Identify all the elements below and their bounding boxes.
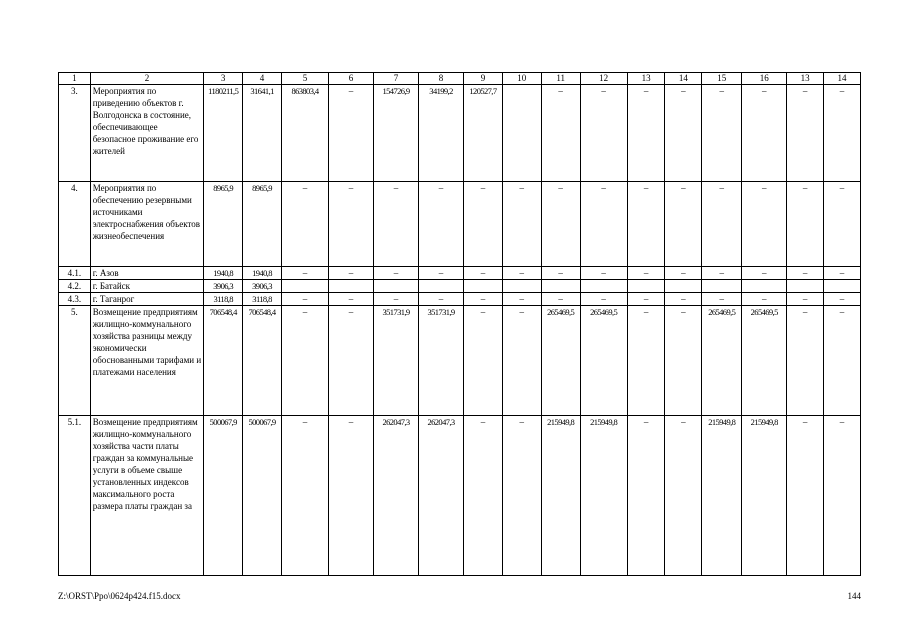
value-cell: 351731,9	[419, 306, 464, 416]
value-cell: 863803,4	[281, 85, 328, 182]
value-cell: –	[329, 267, 374, 280]
value-cell: –	[541, 182, 580, 267]
value-cell: 265469,5	[702, 306, 742, 416]
footer-page-number: 144	[847, 591, 861, 601]
row-name: г. Батайск	[90, 280, 204, 293]
header-cell: 11	[541, 73, 580, 85]
value-cell: –	[787, 416, 824, 576]
value-cell: 500067,9	[204, 416, 243, 576]
value-cell: –	[464, 267, 503, 280]
header-cell: 9	[464, 73, 503, 85]
value-cell: –	[627, 416, 665, 576]
value-cell: –	[787, 182, 824, 267]
value-cell	[329, 280, 374, 293]
value-cell	[541, 280, 580, 293]
header-cell: 14	[824, 73, 861, 85]
value-cell: –	[580, 293, 627, 306]
value-cell: 262047,3	[419, 416, 464, 576]
value-cell: –	[742, 85, 787, 182]
header-cell: 16	[742, 73, 787, 85]
value-cell	[665, 280, 702, 293]
value-cell: –	[419, 267, 464, 280]
value-cell: –	[742, 293, 787, 306]
header-row	[59, 73, 861, 85]
value-cell: –	[502, 267, 541, 280]
header-cell: 12	[580, 73, 627, 85]
value-cell	[580, 280, 627, 293]
value-cell: –	[702, 293, 742, 306]
value-cell: 265469,5	[541, 306, 580, 416]
value-cell	[824, 280, 861, 293]
row-number: 5.1.	[59, 416, 91, 576]
value-cell: –	[627, 306, 665, 416]
value-cell: –	[824, 85, 861, 182]
footer-file-path: Z:\ORST\Ppo\0624p424.f15.docx	[58, 591, 181, 601]
value-cell: 1940,8	[243, 267, 282, 280]
header-cell: 5	[281, 73, 328, 85]
value-cell: –	[665, 293, 702, 306]
header-cell: 13	[627, 73, 665, 85]
header-cell: 13	[787, 73, 824, 85]
value-cell: –	[374, 267, 419, 280]
value-cell: –	[281, 416, 328, 576]
value-cell: 34199,2	[419, 85, 464, 182]
value-cell: 120527,7	[464, 85, 503, 182]
value-cell	[502, 85, 541, 182]
header-cell: 10	[502, 73, 541, 85]
table-body	[59, 73, 861, 576]
value-cell: 215949,8	[702, 416, 742, 576]
value-cell: –	[580, 267, 627, 280]
header-cell: 15	[702, 73, 742, 85]
value-cell: –	[787, 306, 824, 416]
value-cell: –	[702, 182, 742, 267]
header-cell: 1	[59, 73, 91, 85]
value-cell: –	[464, 182, 503, 267]
header-cell: 3	[204, 73, 243, 85]
value-cell: 265469,5	[742, 306, 787, 416]
value-cell: –	[502, 416, 541, 576]
value-cell	[464, 280, 503, 293]
value-cell: –	[541, 293, 580, 306]
value-cell: –	[824, 293, 861, 306]
header-cell: 14	[665, 73, 702, 85]
value-cell: 215949,8	[541, 416, 580, 576]
value-cell: –	[627, 267, 665, 280]
header-cell: 2	[90, 73, 204, 85]
header-cell: 4	[243, 73, 282, 85]
value-cell	[787, 280, 824, 293]
value-cell	[502, 280, 541, 293]
value-cell: –	[627, 182, 665, 267]
table-row	[59, 293, 861, 306]
value-cell: –	[824, 267, 861, 280]
row-number: 4.	[59, 182, 91, 267]
value-cell: –	[580, 182, 627, 267]
value-cell	[742, 280, 787, 293]
value-cell: –	[702, 267, 742, 280]
value-cell: –	[541, 267, 580, 280]
table-row	[59, 280, 861, 293]
value-cell: 262047,3	[374, 416, 419, 576]
row-number: 3.	[59, 85, 91, 182]
table-row	[59, 416, 861, 576]
value-cell: –	[665, 182, 702, 267]
value-cell: –	[665, 416, 702, 576]
value-cell: –	[824, 416, 861, 576]
value-cell: –	[787, 267, 824, 280]
value-cell: –	[665, 306, 702, 416]
row-number: 5.	[59, 306, 91, 416]
row-name: Мероприятия по обеспечению резервными источниками электроснабжения объектов жизнеобеспечения	[90, 182, 204, 267]
value-cell: –	[374, 182, 419, 267]
value-cell: –	[541, 85, 580, 182]
value-cell: –	[742, 267, 787, 280]
value-cell: –	[627, 293, 665, 306]
value-cell: –	[627, 85, 665, 182]
value-cell: 706548,4	[243, 306, 282, 416]
value-cell: 1180211,5	[204, 85, 243, 182]
value-cell	[702, 280, 742, 293]
table-row	[59, 267, 861, 280]
value-cell: 3118,8	[243, 293, 282, 306]
value-cell	[627, 280, 665, 293]
value-cell: 265469,5	[580, 306, 627, 416]
value-cell: –	[329, 306, 374, 416]
value-cell: –	[281, 306, 328, 416]
value-cell: –	[281, 182, 328, 267]
value-cell: –	[464, 293, 503, 306]
value-cell: –	[787, 85, 824, 182]
value-cell: 154726,9	[374, 85, 419, 182]
table-row	[59, 182, 861, 267]
row-number: 4.2.	[59, 280, 91, 293]
value-cell: –	[502, 306, 541, 416]
table-row	[59, 306, 861, 416]
value-cell: –	[502, 293, 541, 306]
header-cell: 8	[419, 73, 464, 85]
value-cell: –	[281, 293, 328, 306]
value-cell: 215949,8	[742, 416, 787, 576]
row-name: Возмещение предприятиям жилищно-коммунального хозяйства разницы между экономически обоснованными тарифами и платежами населения	[90, 306, 204, 416]
value-cell: –	[329, 293, 374, 306]
value-cell: –	[281, 267, 328, 280]
value-cell: 8965,9	[204, 182, 243, 267]
value-cell: –	[742, 182, 787, 267]
value-cell: –	[787, 293, 824, 306]
value-cell: –	[824, 306, 861, 416]
value-cell: –	[464, 416, 503, 576]
value-cell: 31641,1	[243, 85, 282, 182]
value-cell: –	[329, 416, 374, 576]
value-cell: –	[329, 182, 374, 267]
header-cell: 6	[329, 73, 374, 85]
row-name: г. Таганрог	[90, 293, 204, 306]
value-cell: –	[665, 85, 702, 182]
table-row	[59, 85, 861, 182]
value-cell: –	[702, 85, 742, 182]
row-number: 4.1.	[59, 267, 91, 280]
value-cell: –	[665, 267, 702, 280]
row-name: г. Азов	[90, 267, 204, 280]
row-number: 4.3.	[59, 293, 91, 306]
value-cell	[281, 280, 328, 293]
value-cell: –	[824, 182, 861, 267]
value-cell: –	[502, 182, 541, 267]
value-cell: 3906,3	[243, 280, 282, 293]
row-name: Мероприятия по приведению объектов г. Волгодонска в состояние, обеспечивающее безопасное проживание его жителей	[90, 85, 204, 182]
value-cell: 3906,3	[204, 280, 243, 293]
value-cell: 3118,8	[204, 293, 243, 306]
data-table	[58, 72, 861, 576]
value-cell: 8965,9	[243, 182, 282, 267]
value-cell	[374, 280, 419, 293]
value-cell: 1940,8	[204, 267, 243, 280]
value-cell: –	[329, 85, 374, 182]
row-name: Возмещение предприятиям жилищно-коммунального хозяйства части платы граждан за коммунальные услуги в объеме свыше установленных индексов максимального роста размера платы граждан за	[90, 416, 204, 576]
value-cell: 500067,9	[243, 416, 282, 576]
value-cell: 706548,4	[204, 306, 243, 416]
value-cell: –	[580, 85, 627, 182]
value-cell: 215949,8	[580, 416, 627, 576]
value-cell: 351731,9	[374, 306, 419, 416]
value-cell	[419, 280, 464, 293]
value-cell: –	[464, 306, 503, 416]
value-cell: –	[374, 293, 419, 306]
value-cell: –	[419, 182, 464, 267]
header-cell: 7	[374, 73, 419, 85]
value-cell: –	[419, 293, 464, 306]
